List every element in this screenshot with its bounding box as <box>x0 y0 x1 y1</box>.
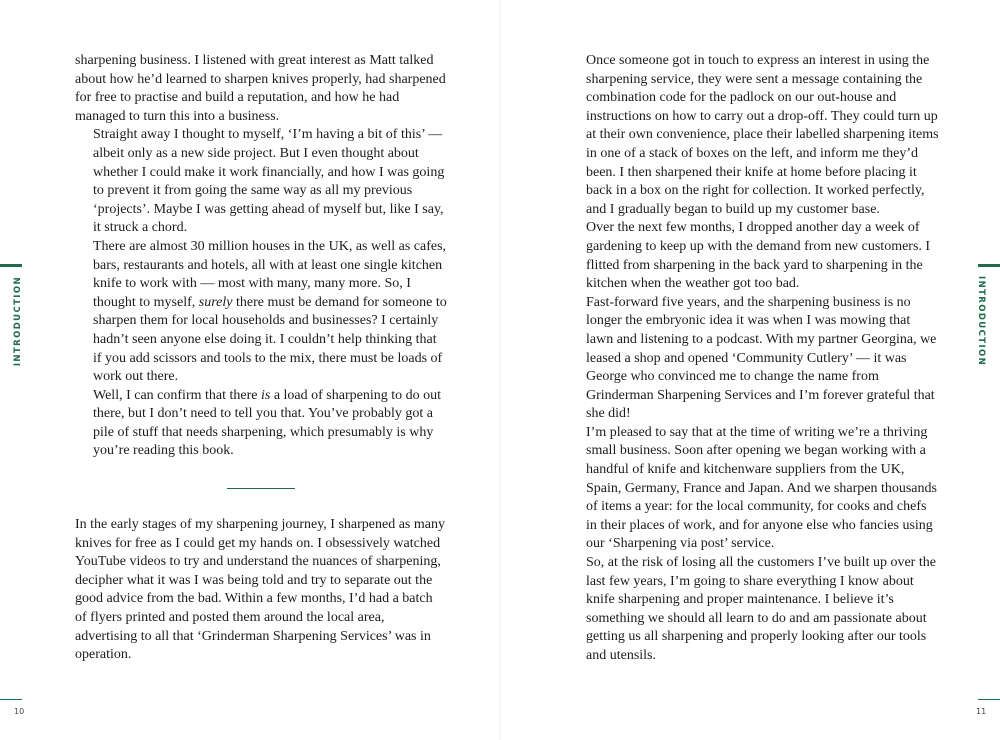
left-paragraph-3-text-a: There are almost 30 million houses in the UK, as well as cafes, bars, restaurants and hotels, all with at least one single kitchen knife to work with — most with many, many more. So, I thought to myself, <box>93 238 447 310</box>
right-folio-rule <box>978 699 1000 700</box>
left-paragraph-4 <box>75 387 447 461</box>
left-running-head: INTRODUCTION <box>13 276 23 367</box>
left-paragraph-3-text-b: there must be demand for someone to sharpen them for local households and businesses? I certainly hadn’t seen anyone else doing it. I couldn’t help thinking that if you add scissors and tools to the mix, there must be loads of work out there. <box>93 294 447 385</box>
right-paragraph-3: Fast-forward five years, and the sharpening business is no longer the embryonic idea it was when I was mowing that lawn and listening to a podcast. With my partner Georgina, we leased a shop and opened ‘Community Cutlery’ — it was George who convinced me to change the name from Grinderman Sharpening Services and I’m forever grateful that she did! <box>586 294 937 422</box>
right-paragraph-2: Over the next few months, I dropped another day a week of gardening to keep up with the demand from new customers. I flitted from sharpening in the back yard to sharpening in the kitchen when the weather got too bad. <box>586 220 931 292</box>
left-section-2-paragraph: In the early stages of my sharpening journey, I sharpened as many knives for free as I could get my hands on. I obsessively watched YouTube videos to try and understand the nuances of sharpening, decipher what it was I was being told and try to separate out the good advice from the bad. Within a few months, I’d had a batch of flyers printed and posted them around the local area, advertising to all that ‘Grinderman Sharpening Services’ was in operation. <box>75 517 445 663</box>
right-page <box>500 0 1000 740</box>
right-running-head: INTRODUCTION <box>976 276 986 367</box>
left-paragraph-1: sharpening business. I listened with great interest as Matt talked about how he’d learned to sharpen knives properly, had sharpened for free to practise and build a reputation, and how he had managed to turn this into a business. <box>75 53 446 124</box>
right-paragraph-1: Once someone got in touch to express an interest in using the sharpening service, they were sent a message containing the combination code for the padlock on our out-house and instructions on how to carry out a drop-off. They could turn up at their own convenience, place their labelled sharpening items in one of a stack of boxes on the left, and inform me they’d been. I then sharpened their knife at home before placing it back in a box on the right for collection. It worked perfectly, and I gradually began to build up my customer base. <box>586 53 939 217</box>
left-paragraph-4-emphasis: is <box>260 387 271 403</box>
left-folio-rule <box>0 699 22 700</box>
left-paragraph-3 <box>75 238 447 387</box>
left-text-column <box>75 52 447 665</box>
right-paragraph-5: So, at the risk of losing all the customers I’ve built up over the last few years, I’m going to share everything I know about knife sharpening and proper maintenance. I believe it’s something we should all learn to do and am passionate about getting us all sharpening and properly looking after our tools and utensils. <box>586 555 936 663</box>
right-text-column <box>568 52 940 666</box>
left-paragraph-2: Straight away I thought to myself, ‘I’m having a bit of this’ — albeit only as a new side project. But I even thought about whether I could make it work financially, and how I was going to prevent it from going the same way as all my previous ‘projects’. Maybe I was getting ahead of myself but, like I say, it struck a chord. <box>93 127 445 236</box>
left-paragraph-4-text-a: Well, I can confirm that there <box>93 387 261 403</box>
left-paragraph-3-emphasis: surely <box>198 294 233 310</box>
left-paragraph-4-text-b: a load of sharpening to do out there, but I don’t need to tell you that. You’ve probably got a pile of stuff that needs sharpening, which presumably is why you’re reading this book. <box>93 387 441 459</box>
section-break-rule <box>227 488 295 489</box>
left-page-number: 10 <box>14 707 25 716</box>
right-paragraph-4: I’m pleased to say that at the time of writing we’re a thriving small business. Soon after opening we began working with a handful of knife and kitchenware suppliers from the UK, Spain, Germany, France and Japan. And we sharpen thousands of items a year: for the local community, for cooks and chefs in their places of work, and for anyone else who fancies using our ‘Sharpening via post’ service. <box>586 424 937 552</box>
left-running-head-rule <box>0 264 22 267</box>
right-running-head-rule <box>978 264 1000 267</box>
right-page-number: 11 <box>976 707 987 716</box>
